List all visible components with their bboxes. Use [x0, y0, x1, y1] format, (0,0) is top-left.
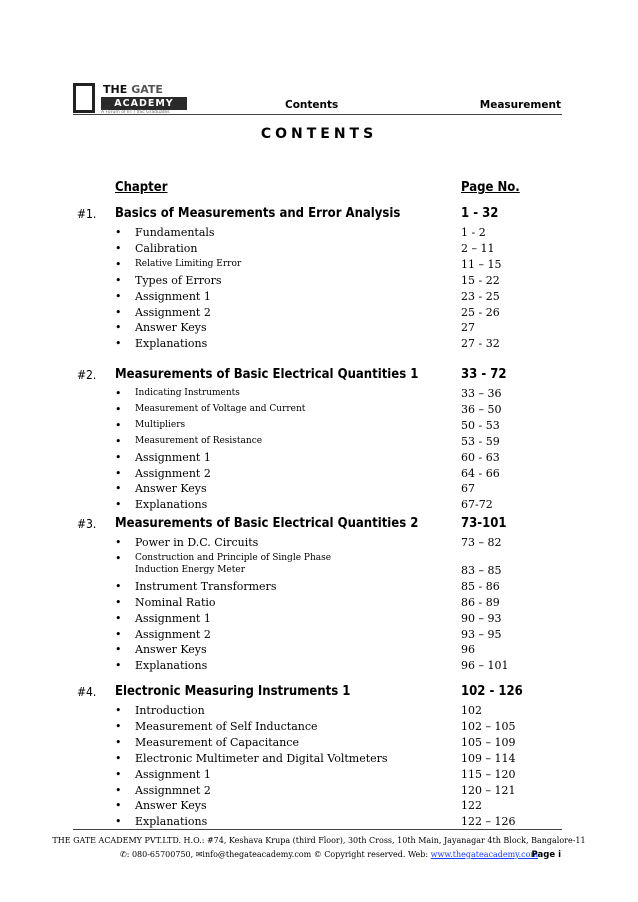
toc-item-pages: 102 – 105	[461, 719, 516, 733]
bullet-icon: •	[115, 466, 122, 480]
footer-contact: ✆: 080-65700750, ✉info@thegateacademy.com © Copyright reserved. Web: www.thegateacademy.com	[120, 850, 539, 859]
bullet-icon: •	[115, 627, 122, 641]
toc-item-pages: 120 – 121	[461, 783, 516, 797]
bullet-icon: •	[115, 273, 122, 287]
toc-item-pages: 2 – 11	[461, 241, 495, 255]
toc-item-pages: 102	[461, 704, 482, 717]
toc-item	[115, 535, 535, 550]
toc-item-label: Assignment 2	[135, 466, 211, 480]
toc-item-label: Measurement of Resistance	[135, 435, 263, 446]
footer-address: THE GATE ACADEMY PVT.LTD. H.O.: #74, Keshava Krupa (third Floor), 30th Cross, 10th Main, Jayanagar 4th Block, Bangalore-11	[52, 836, 586, 845]
toc-item-label: Assignment 1	[135, 767, 211, 781]
toc-item-pages: 15 - 22	[461, 273, 500, 287]
chapter-page-range: 73-101	[461, 516, 507, 531]
toc-item-label: Power in D.C. Circuits	[135, 536, 259, 549]
toc-item-pages: 83 – 85	[461, 563, 502, 577]
logo-tagline: A Forum of IIT / IISc Graduates	[101, 110, 170, 115]
bullet-icon: •	[115, 337, 122, 351]
toc-item-label: Indicating Instruments	[135, 388, 240, 398]
toc-item	[115, 642, 535, 657]
bullet-icon: •	[115, 418, 122, 432]
toc-item-pages: 67	[461, 482, 475, 496]
toc-item-pages: 60 - 63	[461, 450, 500, 464]
toc-item	[115, 273, 535, 288]
bullet-icon: •	[115, 751, 122, 765]
toc-item	[115, 336, 535, 351]
toc-item-label-continued: Induction Energy Meter	[135, 564, 246, 575]
toc-item-label: Fundamentals	[135, 226, 215, 239]
toc-item-label: Explanations	[135, 659, 208, 673]
bullet-icon: •	[115, 257, 122, 271]
bullet-icon: •	[115, 482, 122, 496]
toc-item	[115, 551, 535, 577]
toc-item-pages: 64 - 66	[461, 466, 500, 480]
toc-item	[115, 466, 535, 481]
bullet-icon: •	[115, 551, 122, 565]
toc-item	[115, 611, 535, 626]
bullet-icon: •	[115, 289, 122, 303]
toc-item	[115, 595, 535, 610]
toc-item-pages: 85 - 86	[461, 579, 500, 593]
toc-item-label: Calibration	[135, 241, 198, 255]
toc-item	[115, 481, 535, 496]
bullet-icon: •	[115, 767, 122, 781]
toc-item-label: Measurement of Self Inductance	[135, 719, 318, 733]
page-column-heading: Page No.	[461, 180, 520, 195]
bullet-icon: •	[115, 434, 122, 448]
chapter-title: Electronic Measuring Instruments 1	[115, 684, 351, 699]
bullet-icon: •	[115, 704, 122, 717]
toc-item-label: Assignmnet 2	[135, 783, 211, 797]
toc-item	[115, 386, 535, 401]
bullet-icon: •	[115, 595, 122, 609]
toc-item-label: Types of Errors	[135, 273, 222, 287]
toc-item-pages: 36 – 50	[461, 402, 502, 416]
toc-item-label: Multipliers	[135, 419, 186, 430]
toc-item-label: Introduction	[135, 704, 205, 717]
toc-item-label: Assignment 2	[135, 627, 211, 641]
toc-item-label: Measurement of Capacitance	[135, 735, 299, 749]
toc-item-pages: 73 – 82	[461, 536, 502, 549]
chapter-title: Measurements of Basic Electrical Quantities 1	[115, 367, 419, 382]
bullet-icon: •	[115, 402, 122, 416]
toc-item-pages: 105 – 109	[461, 735, 516, 749]
toc-item-label: Explanations	[135, 815, 208, 829]
toc-item	[115, 402, 535, 417]
toc-item	[115, 225, 535, 240]
bullet-icon: •	[115, 450, 122, 464]
toc-item	[115, 767, 535, 782]
toc-item	[115, 434, 535, 449]
header-section-title: Contents	[285, 99, 339, 111]
toc-item-pages: 23 - 25	[461, 289, 500, 303]
toc-item-pages: 86 - 89	[461, 595, 500, 609]
bullet-icon: •	[115, 799, 122, 813]
toc-item-pages: 53 - 59	[461, 434, 500, 448]
page-title: CONTENTS	[260, 126, 378, 142]
toc-item-label: Measurement of Voltage and Current	[135, 403, 306, 414]
toc-item-pages: 93 – 95	[461, 627, 502, 641]
toc-item-label: Construction and Principle of Single Phase	[135, 552, 332, 563]
toc-item	[115, 735, 535, 750]
chapter-title: Basics of Measurements and Error Analysis	[115, 206, 401, 221]
toc-item-label: Assignment 1	[135, 611, 211, 625]
logo-mark-icon	[73, 83, 95, 113]
toc-item	[115, 579, 535, 594]
toc-item	[115, 305, 535, 320]
chapter-column-heading: Chapter	[115, 180, 168, 195]
bullet-icon: •	[115, 643, 122, 657]
toc-item-pages: 90 – 93	[461, 611, 502, 625]
toc-item-label: Answer Keys	[135, 643, 207, 657]
bullet-icon: •	[115, 387, 122, 400]
bullet-icon: •	[115, 579, 122, 593]
toc-item-pages: 33 – 36	[461, 387, 502, 400]
toc-item-pages: 122 – 126	[461, 815, 516, 829]
bullet-icon: •	[115, 659, 122, 673]
toc-item-pages: 27 - 32	[461, 337, 500, 351]
chapter-number: #4.	[77, 685, 97, 699]
toc-item-pages: 96 – 101	[461, 659, 509, 673]
toc-item-label: Assignment 2	[135, 305, 211, 319]
bullet-icon: •	[115, 498, 122, 512]
footer-divider	[73, 829, 562, 830]
header-divider	[73, 114, 562, 115]
toc-item-pages: 67-72	[461, 498, 493, 512]
toc-item	[115, 783, 535, 798]
chapter-title: Measurements of Basic Electrical Quantities 2	[115, 516, 419, 531]
toc-item-label: Explanations	[135, 498, 208, 512]
chapter-number: #1.	[77, 207, 97, 221]
toc-item	[115, 751, 535, 766]
header-subject: Measurement	[479, 99, 561, 111]
bullet-icon: •	[115, 536, 122, 549]
chapter-number: #3.	[77, 517, 97, 531]
page-number: Page i	[531, 850, 561, 860]
toc-item	[115, 798, 535, 813]
bullet-icon: •	[115, 719, 122, 733]
toc-item	[115, 289, 535, 304]
toc-item-pages: 115 – 120	[461, 767, 516, 781]
toc-item-label: Explanations	[135, 337, 208, 351]
toc-item	[115, 658, 535, 673]
toc-item-label: Answer Keys	[135, 482, 207, 496]
toc-item	[115, 719, 535, 734]
toc-item-pages: 27	[461, 321, 475, 335]
toc-item-pages: 25 - 26	[461, 305, 500, 319]
chapter-page-range: 102 - 126	[461, 684, 523, 699]
footer-website-link[interactable]: www.thegateacademy.com	[430, 850, 539, 859]
logo-text-top: THE GATE	[103, 83, 163, 96]
toc-item-pages: 11 – 15	[461, 257, 502, 271]
bullet-icon: •	[115, 321, 122, 335]
toc-item-pages: 50 - 53	[461, 418, 500, 432]
logo-text-academy: ACADEMY	[101, 97, 187, 110]
chapter-page-range: 1 - 32	[461, 206, 499, 221]
toc-item-label: Assignment 1	[135, 289, 211, 303]
chapter-number: #2.	[77, 368, 97, 382]
chapter-page-range: 33 - 72	[461, 367, 507, 382]
bullet-icon: •	[115, 305, 122, 319]
bullet-icon: •	[115, 241, 122, 255]
toc-item-label: Answer Keys	[135, 799, 207, 813]
toc-item	[115, 450, 535, 465]
toc-item-pages: 122	[461, 799, 482, 813]
bullet-icon: •	[115, 611, 122, 625]
toc-item-label: Instrument Transformers	[135, 579, 277, 593]
toc-item	[115, 814, 535, 829]
toc-item-pages: 96	[461, 643, 475, 657]
toc-item	[115, 627, 535, 642]
toc-item	[115, 257, 535, 272]
toc-item-label: Nominal Ratio	[135, 595, 216, 609]
toc-item-label: Electronic Multimeter and Digital Voltmeters	[135, 751, 388, 765]
toc-item	[115, 320, 535, 335]
bullet-icon: •	[115, 735, 122, 749]
academy-logo	[73, 83, 191, 115]
toc-item-label: Answer Keys	[135, 321, 207, 335]
toc-item-label: Relative Limiting Error	[135, 258, 242, 269]
toc-item-label: Assignment 1	[135, 450, 211, 464]
bullet-icon: •	[115, 815, 122, 829]
bullet-icon: •	[115, 783, 122, 797]
toc-item-pages: 1 - 2	[461, 226, 486, 239]
toc-item	[115, 497, 535, 512]
toc-item-pages: 109 – 114	[461, 751, 516, 765]
toc-item	[115, 703, 535, 718]
bullet-icon: •	[115, 226, 122, 239]
toc-item	[115, 418, 535, 433]
toc-item	[115, 241, 535, 256]
